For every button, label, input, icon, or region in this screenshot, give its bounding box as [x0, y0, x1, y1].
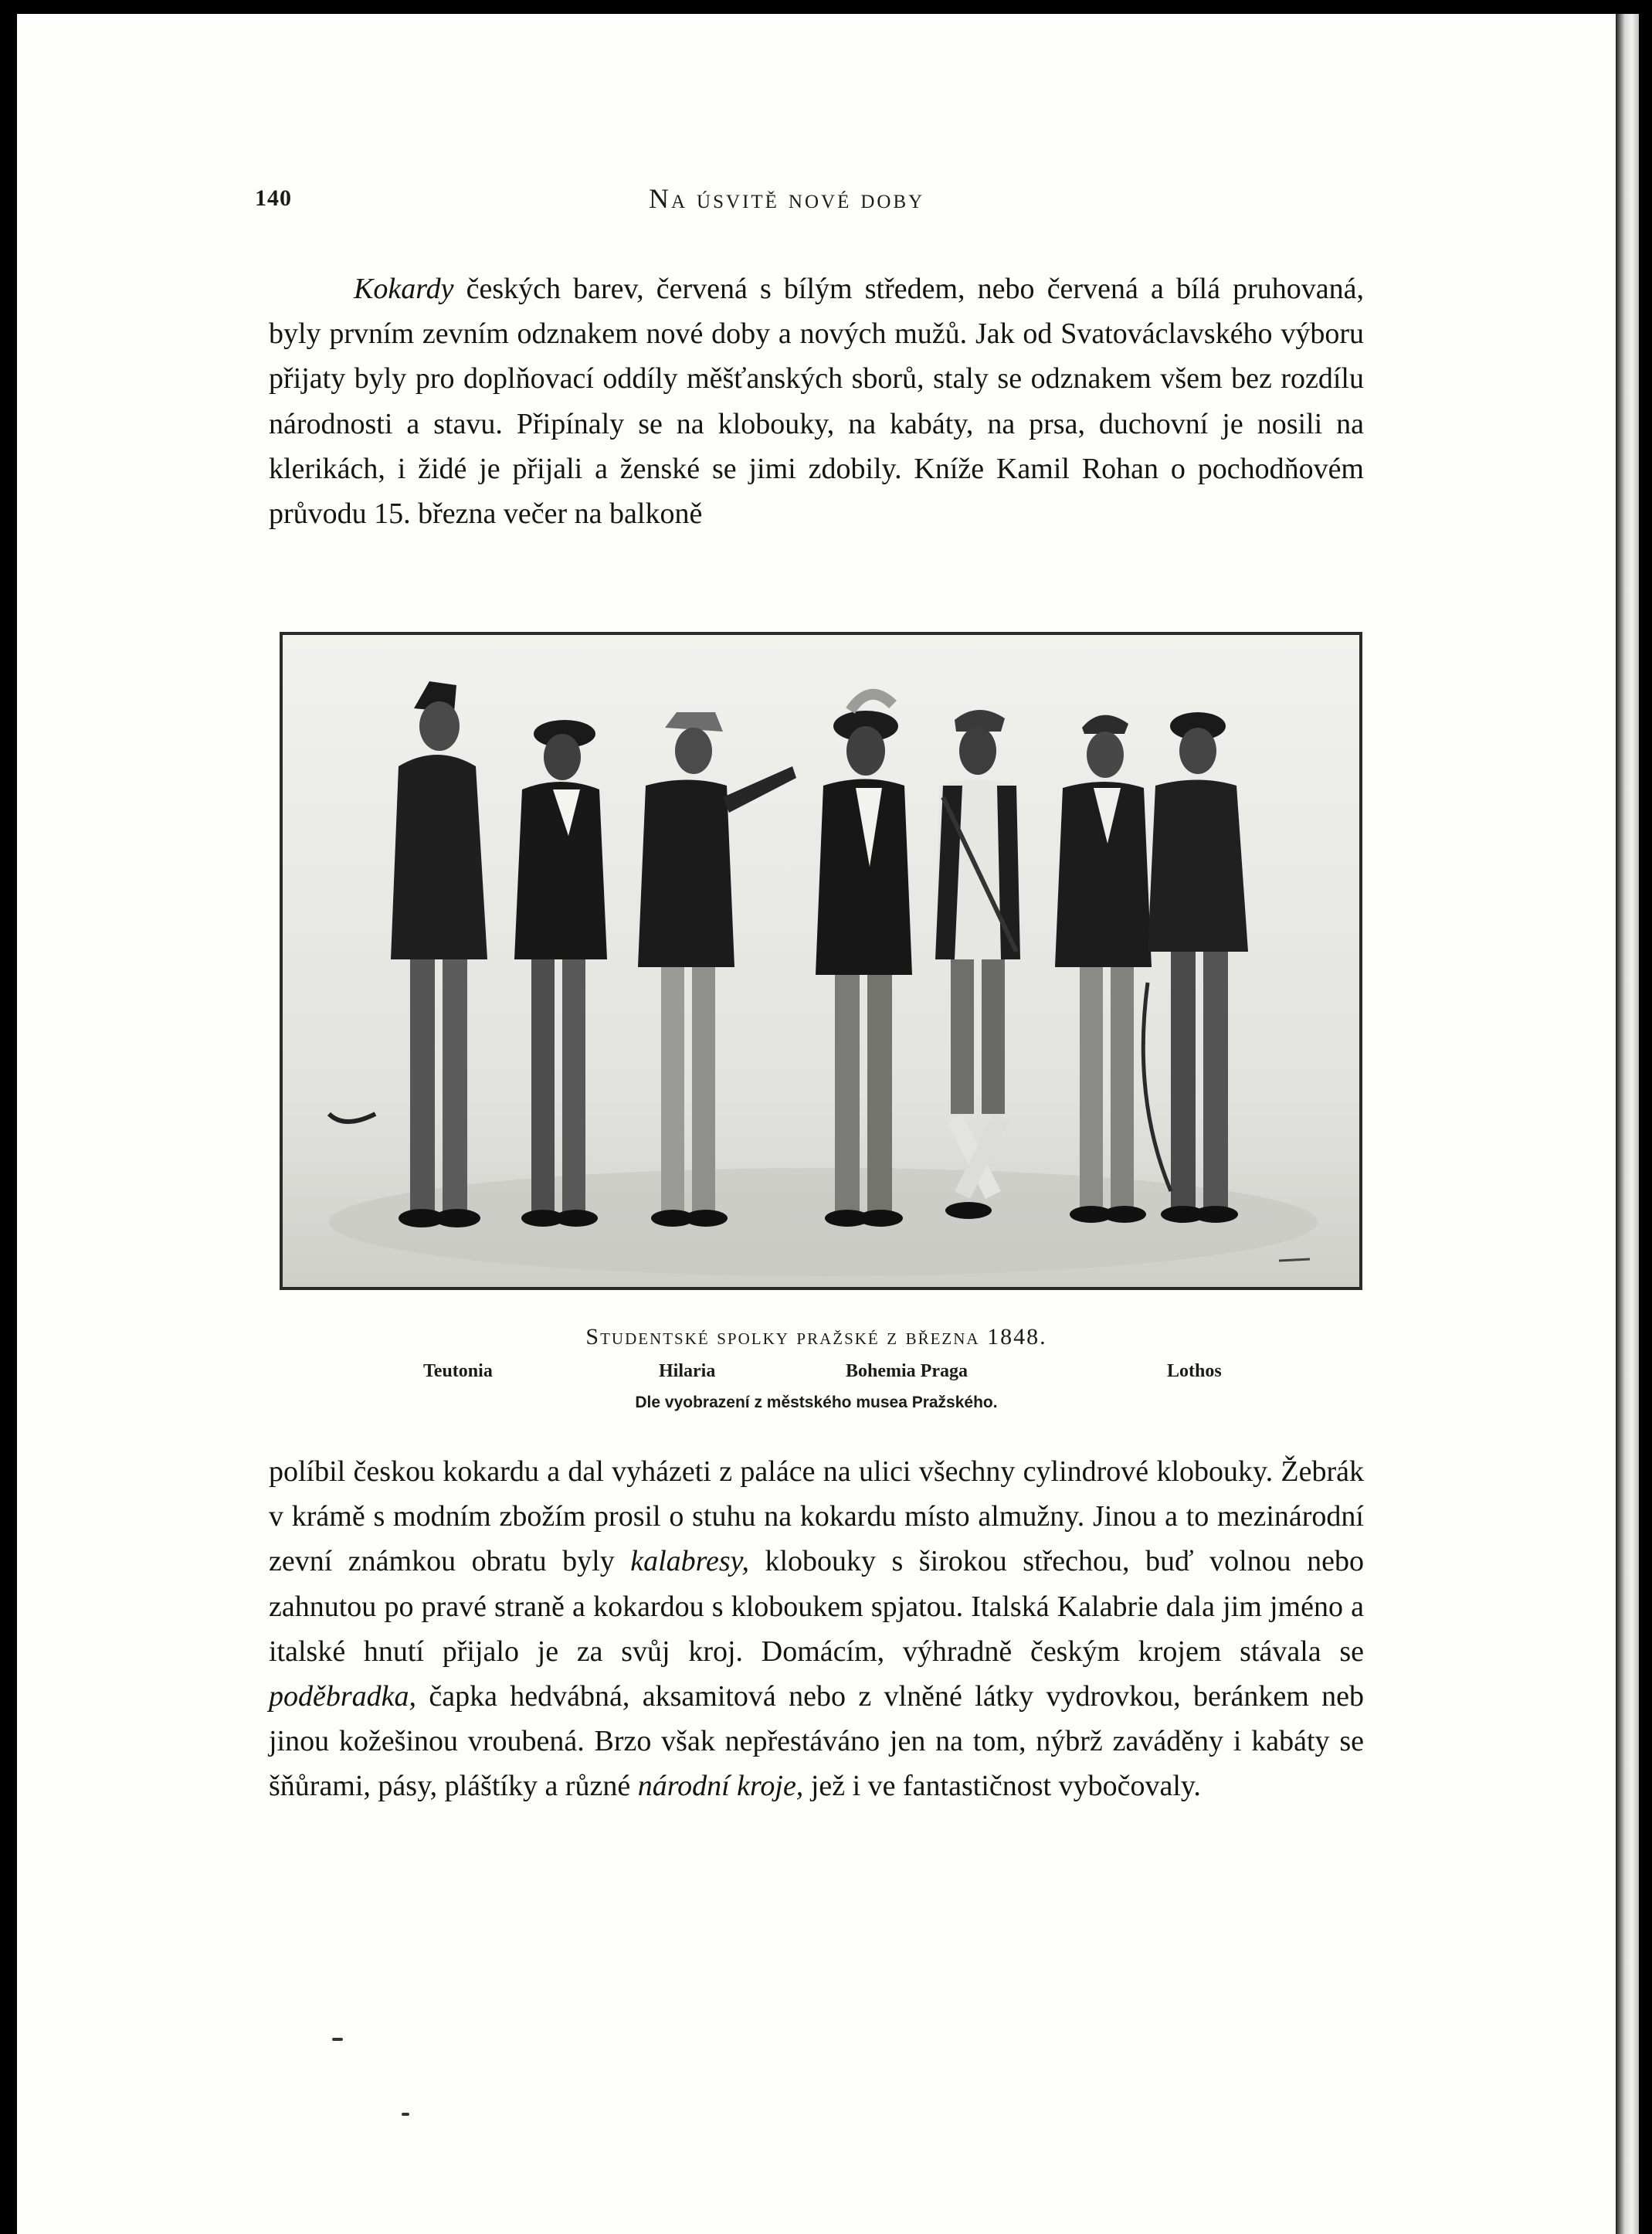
page-number: 140 — [255, 185, 292, 211]
figure-label-hilaria: Hilaria — [659, 1361, 716, 1381]
emphasis-narodni-kroje: národní kroje, — [637, 1770, 804, 1803]
scan-speck — [402, 2113, 409, 2116]
paragraph-top — [269, 267, 1364, 536]
figure-labels — [269, 1361, 1364, 1384]
figure-label-lothos: Lothos — [1167, 1361, 1222, 1381]
figure-caption-title: Studentské spolky pražské z března 1848. — [585, 1324, 1047, 1350]
figure-label-bohemia-praga: Bohemia Praga — [846, 1361, 968, 1381]
emphasis-kalabresy: kalabresy, — [630, 1545, 749, 1578]
illustration-drawing — [283, 635, 1359, 1287]
paragraph-bottom-part-4: jež i ve fantastičnost vybočovaly. — [803, 1770, 1201, 1803]
running-head — [255, 185, 1398, 216]
figure-label-teutonia: Teutonia — [423, 1361, 493, 1381]
emphasis-podebradka: poděbradka, — [269, 1680, 417, 1713]
paragraph-bottom-part-3: čapka hedvábná, aksamitová nebo z vlněné látky vydrovkou, beránkem neb jinou kožešinou vroubená. Brzo však nepřestáváno jen na tom, nýbrž zaváděny i kabáty se šňůrami, pásy, pláštíky a různé — [269, 1680, 1364, 1803]
emphasis-kokardy: Kokardy — [354, 273, 454, 305]
paragraph-bottom — [269, 1449, 1364, 1809]
paragraph-top-text: českých barev, červená s bílým středem, nebo červená a bílá pruhovaná, byly prvním zevním odznakem nové doby a nových mužů. Jak od Svatováclavského výboru přijaty byly pro doplňovací oddíly měšťanských sborů, staly se odznakem všem bez rozdílu národnosti a stavu. Připínaly se na klobouky, na kabáty, na prsa, duchovní je nosili na klerikách, i židé je přijali a ženské se jimi zdobily. Kníže Kamil Rohan o pochodňovém průvodu 15. března večer na balkoně — [269, 273, 1364, 531]
paragraph-bottom-part-2: klobouky s širokou střechou, buď volnou nebo zahnutou po pravé straně a kokardou s kloboukem spjatou. Italská Kalabrie dala jim jméno a italské hnutí přijalo je za svůj kroj. Domácím, výhradně českým krojem stávala se — [269, 1545, 1365, 1668]
illustration-students — [280, 632, 1362, 1290]
paragraph-bottom-part-1: políbil českou kokardu a dal vyházeti z paláce na ulici všechny cylindrové klobouky. Žebrák v krámě s modním zbožím prosil o stuhu na kokardu místo almužny. Jinou a to mezinárodní zevní známkou obratu byly — [269, 1455, 1364, 1578]
scan-speck — [332, 2038, 343, 2041]
header-title: Na úsvitě nové doby — [649, 183, 925, 214]
figure-source-note: Dle vyobrazení z městského musea Pražského. — [635, 1394, 998, 1411]
page-edge — [1616, 14, 1639, 2234]
